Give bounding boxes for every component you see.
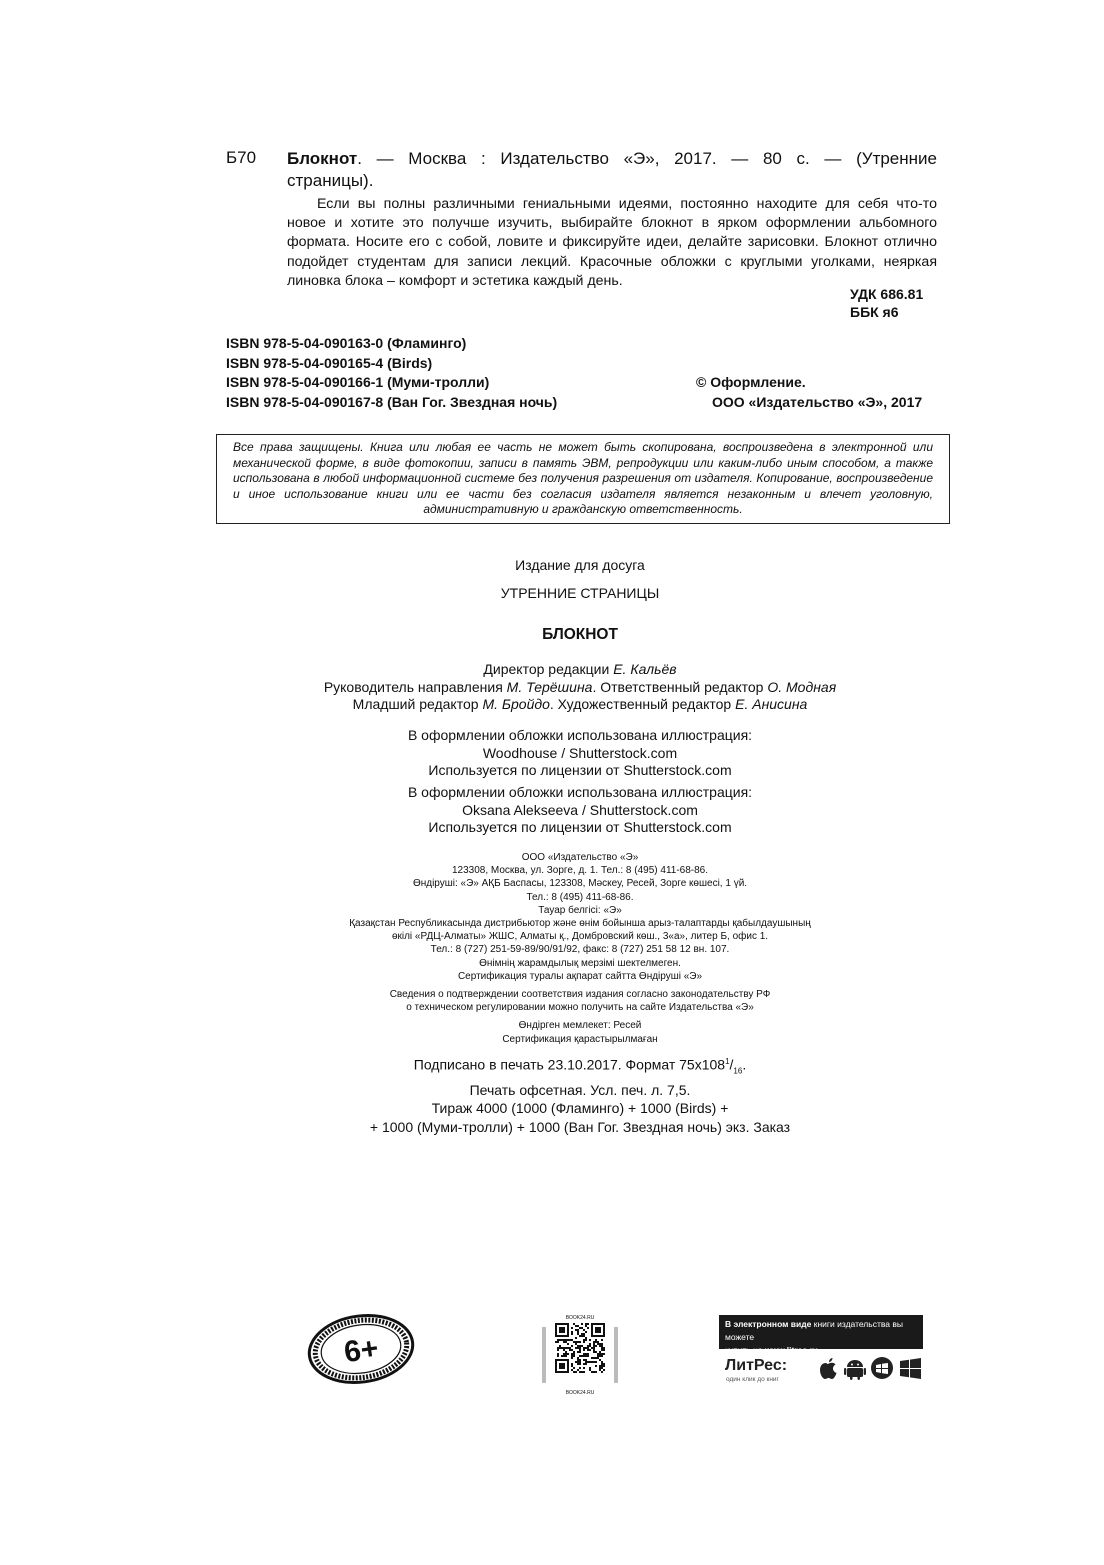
copyright-notice — [696, 373, 922, 412]
isbn-line: ISBN 978-5-04-090166-1 (Муми-тролли) — [226, 374, 490, 390]
copyright-line1: © Оформление. — [696, 374, 806, 390]
rights-box: Все права защищены. Книга или любая ее часть не может быть скопирована, воспроизведена в электронной или механической форме, в виде фотокопии, записи в память ЭВМ, репродукции или каким-либо иным способом, а также использована в любой информационной системе без получения разрешения от издателя. Копирование, воспроизведение и иное использование книги или ее части без согласия издателя является незаконным и влечет уголовную, административную и гражданскую ответственность. — [216, 434, 950, 524]
bibliographic-record — [287, 148, 937, 170]
isbn-list — [226, 334, 557, 412]
qr-code — [540, 1313, 620, 1395]
catalog-code: Б70 — [226, 148, 257, 167]
staff-line: Руководитель направления М. Терёшина. Ответственный редактор О. Модная — [323, 678, 837, 695]
platform-icons — [816, 1355, 924, 1381]
windows-icon — [900, 1358, 921, 1379]
android-icon — [844, 1360, 866, 1380]
illustration-credit-2: В оформлении обложки использована иллюстрация: Oksana Alekseeva / Shutterstock.com Используется по лицензии от Shutterstock.com — [407, 784, 753, 835]
editorial-staff — [230, 661, 930, 714]
staff-name: Е. Кальёв — [613, 661, 677, 677]
publisher-info: ООО «Издательство «Э» 123308, Москва, ул. Зорге, д. 1. Тел.: 8 (495) 411-68-86. Өндіруші: «Э» АҚБ Баспасы, 123308, Мәскеу, Ресей, Зорге көшесі, 1 үй. Тел.: 8 (495) 411-68-86. Тауар белгісі: «Э» Қазақстан Республикасында дистрибьютор және өнім бойынша арыз-талаптарды қабылдаушының өкілі «РДЦ-Алматы» ЖШС, Алматы қ., Домбровский көш., 3«а», литер Б, офис 1. Тел.: 8 (727) 251-59-89/90/91/92, факс: 8 (727) 251 58 12 вн. 107. Өнімнің жарамдылық мерзімі шектелмеген. Сертификация туралы ақпарат сайтта Өндіруші «Э» Сведения о подтверждении соответствия издания согласно законодательству РФ о техническом регулировании можно получить на сайте Издательства «Э» Өндірген мемлекет: Ресей Сертификация қарастырылмаған — [349, 852, 811, 1045]
staff-name: М. Терёшина — [506, 678, 593, 695]
copyright-line2: ООО «Издательство «Э», 2017 — [712, 393, 923, 410]
staff-line: Младший редактор М. Бройдо. Художественный редактор Е. Анисина — [352, 696, 808, 712]
series-name: УТРЕННИЕ СТРАНИЦЫ — [500, 585, 660, 601]
apple-icon — [820, 1358, 837, 1379]
svg-text:BOOK24.RU: BOOK24.RU — [565, 1390, 595, 1395]
bbk-code: ББК я6 — [850, 304, 899, 320]
annotation: Если вы полны различными гениальными идеями, постоянно находите для себя что-то новое и хотите это получше изучить, выбирайте блокнот в ярком оформлении альбомного формата. Носите его с собой, ловите и фиксируйте идеи, делайте зарисовки. Блокнот отлично подойдет студентам для записи лекций. Красочные обложки с круглыми уголками, неяркая линовка блока – комфорт и эстетика каждый день. — [287, 196, 937, 289]
print-info: Подписано в печать 23.10.2017. Формат $75х108^1/_{16}$. Печать офсетная. Усл. печ. л. 7,5. Тираж 4000 (1000 (Фламинго) + 1000 (Birds) + + 1000 (Муми-тролли) + 1000 (Ван Гог. Звездная ночь) экз. Заказ — [369, 1056, 791, 1135]
litres-banner-text: В электронном виде книги издательства вы можете купить на www.litres.ru — [719, 1315, 923, 1349]
udk-code: УДК 686.81 — [850, 286, 924, 302]
bibliographic-rest: . — Москва : Издательство «Э», 2017. — 80 с. — (Утренние — [357, 149, 937, 168]
staff-name: М. Бройдо — [482, 696, 550, 712]
bibliographic-line2: страницы). — [287, 171, 374, 190]
litres-slogan: один клик до книг — [726, 1376, 779, 1383]
classification-codes — [850, 285, 923, 321]
staff-name: Е. Анисина — [735, 696, 808, 712]
isbn-line: ISBN 978-5-04-090165-4 (Birds) — [226, 354, 433, 371]
staff-name: О. Модная — [767, 678, 837, 695]
illustration-credit-1: В оформлении обложки использована иллюстрация: Woodhouse / Shutterstock.com Используется по лицензии от Shutterstock.com — [407, 727, 753, 778]
isbn-line: ISBN 978-5-04-090167-8 (Ван Гог. Звездная ночь) — [226, 393, 558, 410]
age-rating: 6+ — [341, 1331, 381, 1370]
svg-text:BOOK24.RU: BOOK24.RU — [565, 1315, 595, 1321]
litres-banner — [719, 1315, 924, 1387]
book-title: Блокнот — [287, 149, 358, 168]
edition-type: Издание для досуга — [515, 557, 645, 573]
isbn-line: ISBN 978-5-04-090163-0 (Фламинго) — [226, 335, 467, 351]
litres-logo: ЛитРес: — [725, 1357, 788, 1374]
age-rating-stamp — [305, 1311, 417, 1387]
qr-code-icon — [540, 1313, 620, 1395]
staff-line: Директор редакции Е. Кальёв — [483, 661, 677, 677]
windows-phone-icon — [871, 1357, 893, 1379]
book-name: БЛОКНОТ — [542, 626, 618, 643]
